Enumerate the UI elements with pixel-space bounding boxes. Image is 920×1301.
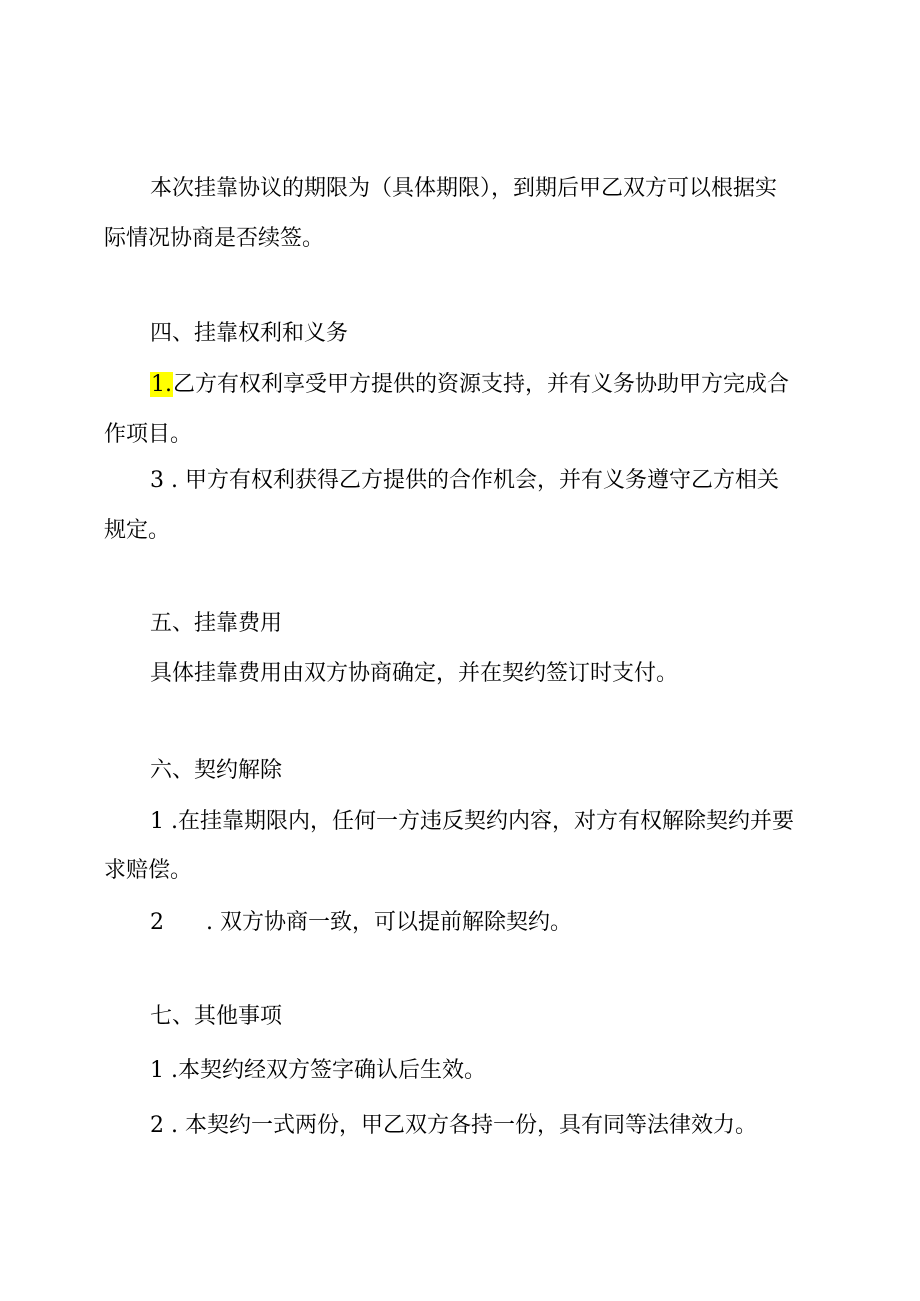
highlighted-item-number: 1.: [151, 372, 172, 397]
termination-item-2: [150, 909, 572, 937]
rights-item-2-line-2: 规定。: [104, 518, 171, 543]
other-item-2: 2 . 本契约一式两份，甲乙双方各持一份，具有同等法律效力。: [150, 1113, 757, 1138]
termination-item-2-number: 2: [150, 910, 164, 935]
rights-item-1-line-1: [150, 371, 789, 399]
section-heading-other-matters: 七、其他事项: [150, 1004, 283, 1029]
section-heading-fees: 五、挂靠费用: [150, 611, 283, 636]
rights-item-2-line-1: 3 . 甲方有权利获得乙方提供的合作机会，并有义务遵守乙方相关: [150, 468, 779, 493]
termination-item-1-line-2: 求赔偿。: [104, 858, 193, 883]
term-paragraph-line-1: 本次挂靠协议的期限为（具体期限），到期后甲乙双方可以根据实: [150, 176, 778, 201]
section-heading-rights-obligations: 四、挂靠权利和义务: [150, 321, 349, 346]
rights-item-1-line-2: 作项目。: [104, 422, 193, 447]
termination-item-1-line-1: 1 .在挂靠期限内，任何一方违反契约内容，对方有权解除契约并要: [150, 809, 794, 834]
termination-item-2-text: . 双方协商一致，可以提前解除契约。: [206, 910, 572, 935]
rights-item-1-text: 乙方有权利享受甲方提供的资源支持，并有义务协助甲方完成合: [173, 372, 790, 397]
fees-paragraph: 具体挂靠费用由双方协商确定，并在契约签订时支付。: [150, 661, 679, 686]
section-heading-termination: 六、契约解除: [150, 758, 283, 783]
other-item-1: 1 .本契约经双方签字确认后生效。: [150, 1058, 486, 1083]
term-paragraph-line-2: 际情况协商是否续签。: [104, 226, 325, 251]
